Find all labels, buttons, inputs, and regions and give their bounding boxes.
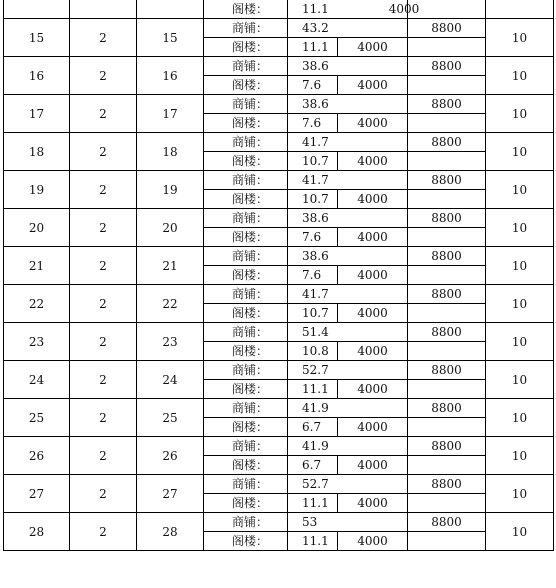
cell-years: 10 (486, 323, 554, 361)
shop-label: 商铺： (204, 399, 288, 418)
cell-no: 21 (4, 247, 70, 285)
cell-no: 28 (4, 513, 70, 551)
cell-unit: 25 (137, 399, 204, 437)
cell-no: 25 (4, 399, 70, 437)
property-table (3, 0, 554, 551)
loft-area: 11.1 (288, 494, 338, 513)
table-row (4, 247, 554, 266)
shop-area: 41.7 (288, 133, 408, 152)
shop-label: 商铺： (204, 171, 288, 190)
cell-floor: 2 (70, 323, 137, 361)
table-row (4, 209, 554, 228)
loft-area: 10.7 (288, 304, 338, 323)
loft-empty (408, 76, 486, 95)
shop-label: 商铺： (204, 285, 288, 304)
cell-floor: 2 (70, 285, 137, 323)
loft-empty (408, 114, 486, 133)
table-row (4, 361, 554, 380)
cell-no: 17 (4, 95, 70, 133)
loft-empty (408, 38, 486, 57)
cell-unit: 18 (137, 133, 204, 171)
loft-area: 11.1 (288, 38, 338, 57)
loft-price: 4000 (338, 494, 408, 513)
shop-label: 商铺： (204, 247, 288, 266)
loft-area: 10.7 (288, 152, 338, 171)
loft-label: 阁楼： (204, 152, 288, 171)
loft-price: 4000 (338, 152, 408, 171)
loft-empty (408, 456, 486, 475)
shop-area: 38.6 (288, 95, 408, 114)
cell-years: 10 (486, 171, 554, 209)
cell-years: 10 (486, 57, 554, 95)
table-row (4, 399, 554, 418)
loft-area: 10.7 (288, 190, 338, 209)
loft-label: 阁楼： (204, 190, 288, 209)
cell-unit: 16 (137, 57, 204, 95)
loft-label: 阁楼： (204, 418, 288, 437)
cell-years: 10 (486, 285, 554, 323)
shop-price: 8800 (408, 133, 486, 152)
cell-years: 10 (486, 209, 554, 247)
table-row (4, 475, 554, 494)
loft-price: 4000 (338, 190, 408, 209)
loft-price: 4000 (338, 532, 408, 551)
cell-no (4, 0, 70, 19)
cell-floor: 2 (70, 95, 137, 133)
loft-label: 阁楼： (204, 114, 288, 133)
loft-empty (408, 342, 486, 361)
loft-price: 4000 (338, 76, 408, 95)
loft-price: 4000 (338, 38, 408, 57)
cell-unit: 15 (137, 19, 204, 57)
shop-area: 52.7 (288, 361, 408, 380)
loft-label: 阁楼： (204, 494, 288, 513)
loft-empty (408, 228, 486, 247)
shop-area: 41.7 (288, 171, 408, 190)
loft-label: 阁楼： (204, 228, 288, 247)
loft-empty (408, 266, 486, 285)
loft-price: 4000 (338, 266, 408, 285)
loft-area: 7.6 (288, 114, 338, 133)
cell-floor: 2 (70, 475, 137, 513)
cell-unit: 28 (137, 513, 204, 551)
cell-no: 19 (4, 171, 70, 209)
table-row (4, 437, 554, 456)
loft-empty (408, 380, 486, 399)
cell-years: 10 (486, 513, 554, 551)
cell-years (486, 0, 554, 19)
loft-label: 阁楼： (204, 0, 288, 19)
cell-no: 22 (4, 285, 70, 323)
shop-price: 8800 (408, 361, 486, 380)
shop-area: 41.9 (288, 399, 408, 418)
shop-label: 商铺： (204, 475, 288, 494)
table-row (4, 285, 554, 304)
loft-price: 4000 (338, 418, 408, 437)
cell-years: 10 (486, 361, 554, 399)
table-row (4, 323, 554, 342)
loft-label: 阁楼： (204, 38, 288, 57)
cell-floor: 2 (70, 171, 137, 209)
shop-price: 8800 (408, 437, 486, 456)
loft-area-and-price (288, 0, 420, 19)
cell-floor: 2 (70, 247, 137, 285)
cell-floor: 2 (70, 361, 137, 399)
cell-no: 15 (4, 19, 70, 57)
loft-area: 7.6 (288, 76, 338, 95)
cell-floor: 2 (70, 209, 137, 247)
table-row (4, 95, 554, 114)
loft-price: 4000 (338, 304, 408, 323)
shop-area: 51.4 (288, 323, 408, 342)
shop-price: 8800 (408, 95, 486, 114)
table-row (4, 513, 554, 532)
loft-label: 阁楼： (204, 266, 288, 285)
cell-floor: 2 (70, 133, 137, 171)
loft-area: 10.8 (288, 342, 338, 361)
cell-no: 23 (4, 323, 70, 361)
table-row (4, 19, 554, 38)
loft-empty (408, 190, 486, 209)
loft-empty (408, 532, 486, 551)
cell-years: 10 (486, 247, 554, 285)
cell-no: 24 (4, 361, 70, 399)
cell-no: 16 (4, 57, 70, 95)
cell-unit: 21 (137, 247, 204, 285)
table-row (4, 133, 554, 152)
shop-price: 8800 (408, 209, 486, 228)
shop-area: 43.2 (288, 19, 408, 38)
shop-area: 53 (288, 513, 408, 532)
cell-no: 20 (4, 209, 70, 247)
loft-price: 4000 (338, 456, 408, 475)
cell-years: 10 (486, 133, 554, 171)
table-row (4, 57, 554, 76)
cell-unit: 19 (137, 171, 204, 209)
shop-label: 商铺： (204, 133, 288, 152)
loft-label: 阁楼： (204, 304, 288, 323)
shop-label: 商铺： (204, 57, 288, 76)
shop-price: 8800 (408, 247, 486, 266)
cell-unit: 26 (137, 437, 204, 475)
cell-no: 27 (4, 475, 70, 513)
loft-label: 阁楼： (204, 380, 288, 399)
shop-area: 38.6 (288, 247, 408, 266)
loft-price: 4000 (338, 114, 408, 133)
cell-floor (70, 0, 137, 19)
shop-label: 商铺： (204, 323, 288, 342)
shop-price: 8800 (408, 19, 486, 38)
loft-label: 阁楼： (204, 532, 288, 551)
shop-price: 8800 (408, 513, 486, 532)
loft-price: 4000 (388, 2, 420, 16)
shop-price: 8800 (408, 323, 486, 342)
cell-unit: 22 (137, 285, 204, 323)
loft-area: 11.1 (288, 380, 338, 399)
loft-price: 4000 (338, 342, 408, 361)
loft-price: 4000 (338, 228, 408, 247)
shop-label: 商铺： (204, 513, 288, 532)
loft-area: 11.1 (288, 532, 338, 551)
cell-unit: 24 (137, 361, 204, 399)
shop-price: 8800 (408, 57, 486, 76)
loft-label: 阁楼： (204, 342, 288, 361)
cell-unit: 23 (137, 323, 204, 361)
cell-years: 10 (486, 437, 554, 475)
cell-floor: 2 (70, 399, 137, 437)
shop-label: 商铺： (204, 361, 288, 380)
cell-years: 10 (486, 475, 554, 513)
loft-empty (408, 494, 486, 513)
cell-floor: 2 (70, 437, 137, 475)
loft-area: 7.6 (288, 228, 338, 247)
cell-floor: 2 (70, 57, 137, 95)
shop-price: 8800 (408, 171, 486, 190)
shop-price: 8800 (408, 475, 486, 494)
cell-years: 10 (486, 95, 554, 133)
cell-unit: 20 (137, 209, 204, 247)
loft-label: 阁楼： (204, 456, 288, 475)
shop-area: 38.6 (288, 57, 408, 76)
cell-years: 10 (486, 19, 554, 57)
shop-label: 商铺： (204, 209, 288, 228)
loft-area: 11.1 (302, 2, 329, 16)
cell-unit: 17 (137, 95, 204, 133)
shop-price: 8800 (408, 285, 486, 304)
loft-price: 4000 (338, 380, 408, 399)
loft-label: 阁楼： (204, 76, 288, 95)
partial-row (4, 0, 554, 19)
shop-area: 41.9 (288, 437, 408, 456)
cell-floor: 2 (70, 19, 137, 57)
loft-area: 6.7 (288, 456, 338, 475)
loft-area: 7.6 (288, 266, 338, 285)
cell-unit (137, 0, 204, 19)
cell-floor: 2 (70, 513, 137, 551)
loft-empty (408, 304, 486, 323)
loft-empty (408, 418, 486, 437)
shop-label: 商铺： (204, 95, 288, 114)
shop-label: 商铺： (204, 19, 288, 38)
cell-years: 10 (486, 399, 554, 437)
table-row (4, 171, 554, 190)
cell-no: 26 (4, 437, 70, 475)
table-body (4, 0, 554, 551)
shop-label: 商铺： (204, 437, 288, 456)
cell-no: 18 (4, 133, 70, 171)
loft-area: 6.7 (288, 418, 338, 437)
shop-price: 8800 (408, 399, 486, 418)
shop-area: 52.7 (288, 475, 408, 494)
shop-area: 41.7 (288, 285, 408, 304)
loft-empty (408, 152, 486, 171)
cell-unit: 27 (137, 475, 204, 513)
shop-area: 38.6 (288, 209, 408, 228)
